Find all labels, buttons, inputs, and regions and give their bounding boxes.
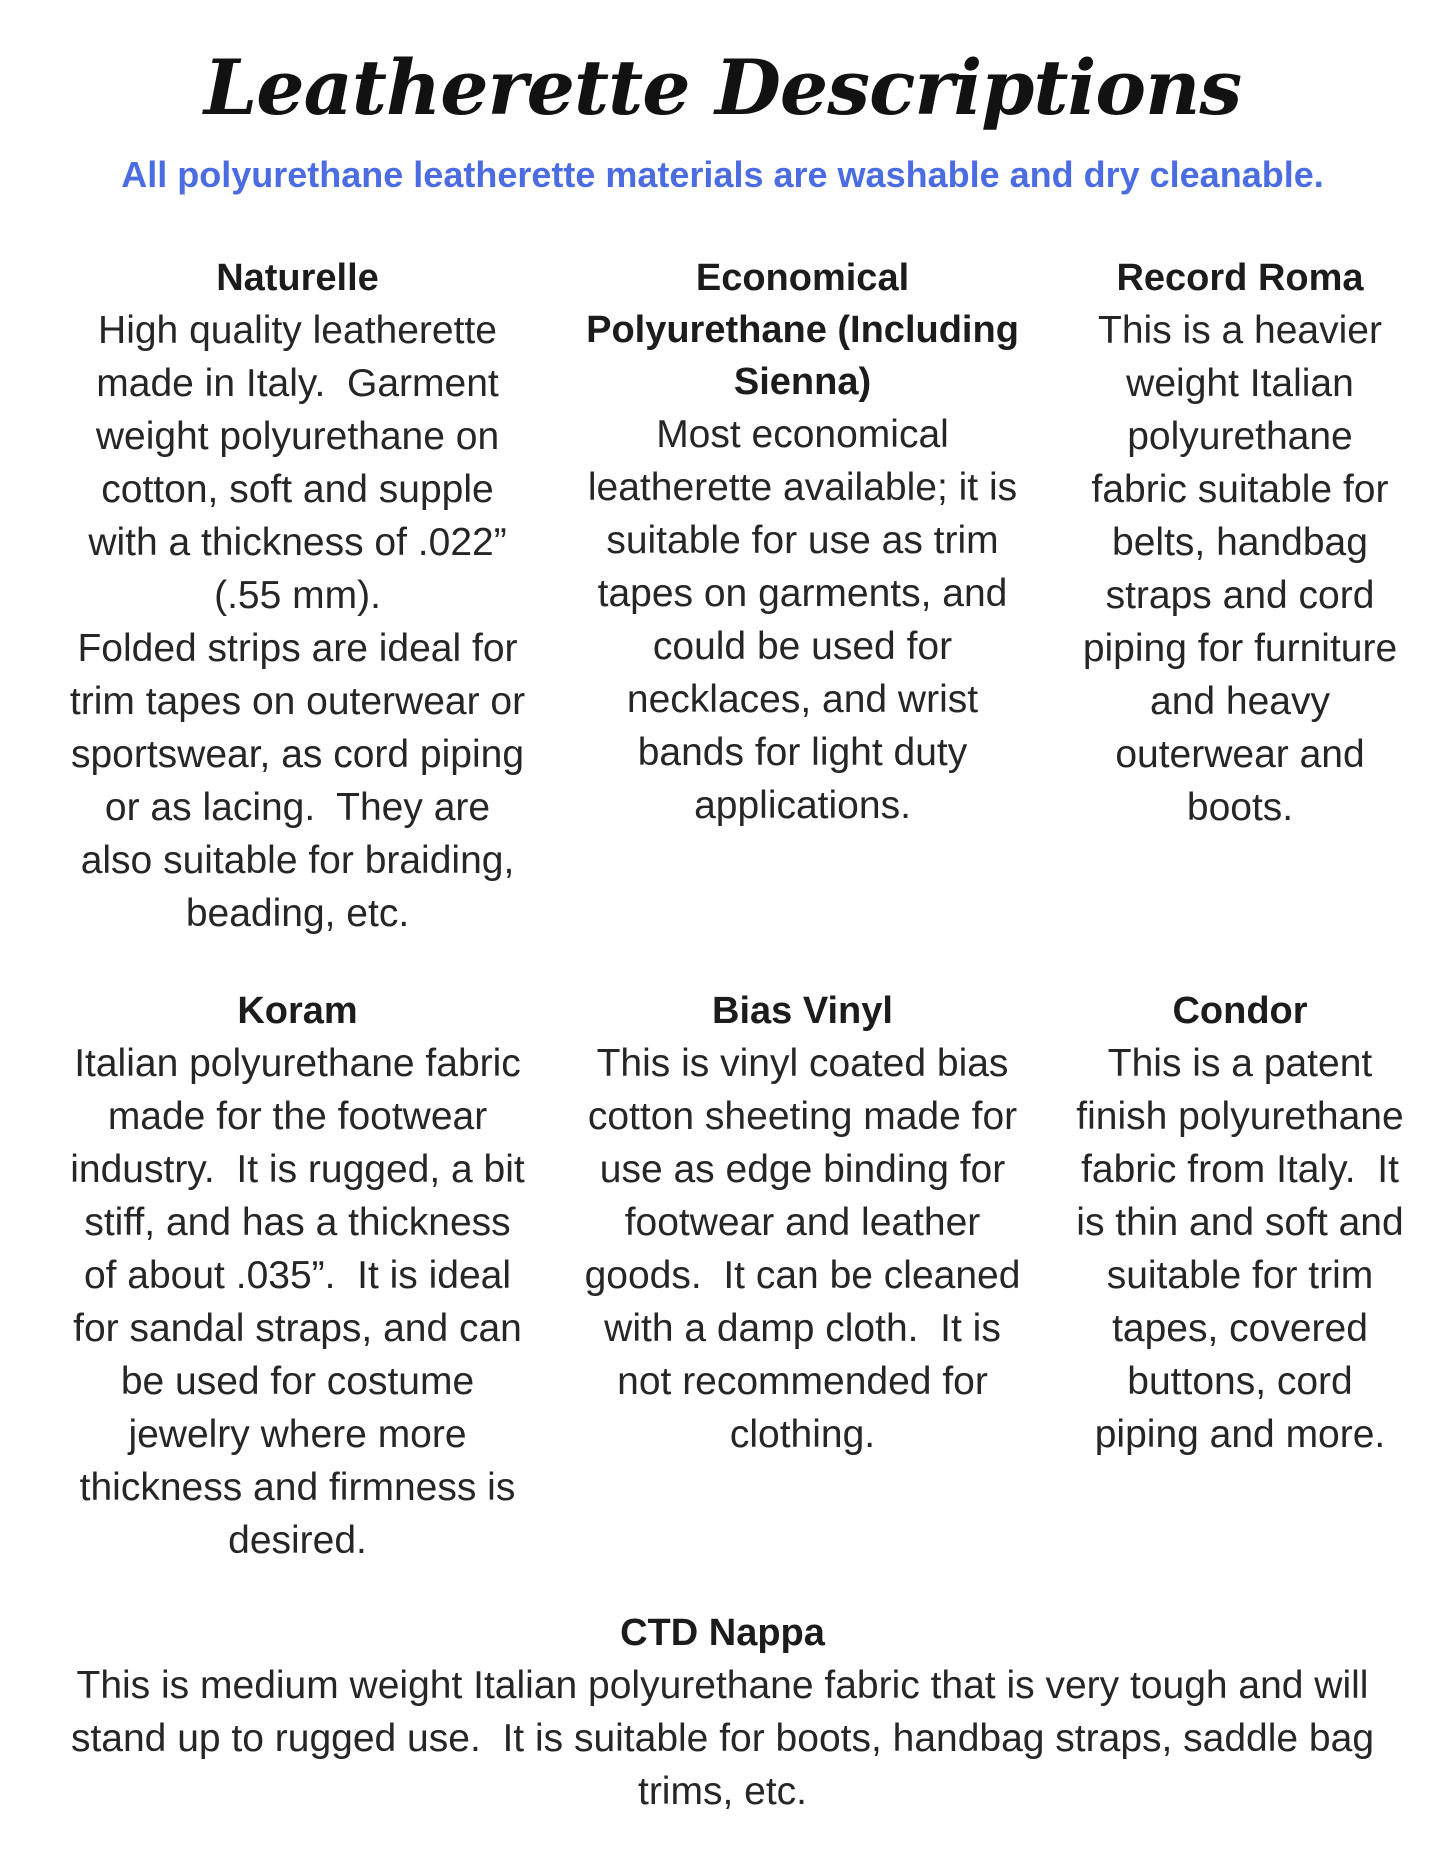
page-subtitle: All polyurethane leatherette materials are washable and dry cleanable. <box>121 154 1324 195</box>
flyer-page <box>0 42 1445 1870</box>
material-card-koram <box>65 985 536 1567</box>
material-card-record-roma <box>1075 252 1409 834</box>
material-description: Most economical leatherette available; it is suitable for use as trim tapes on garments, and could be used for necklaces, and wrist bands for light duty applications. <box>587 413 1028 827</box>
material-name: Bias Vinyl <box>712 990 893 1032</box>
material-description: High quality leatherette made in Italy. Garment weight polyurethane on cotton, soft and supple with a thickness of .022” (.55 mm). Folded strips are ideal for trim tapes on outerwear or sportswear, as cord piping or as lacing. They are also suitable for braiding, beading, etc. <box>69 309 526 935</box>
material-name: Condor <box>1172 990 1308 1032</box>
materials-row-2 <box>65 985 1415 1567</box>
material-description: This is a patent finish polyurethane fabric from Italy. It is thin and soft and suitable for trim tapes, covered buttons, cord piping and more. <box>1076 1042 1415 1456</box>
material-description: This is medium weight Italian polyurethane fabric that is very tough and will stand up to rugged use. It is suitable for boots, handbag straps, saddle bag trims, etc. <box>70 1664 1385 1813</box>
material-name: Economical Polyurethane (Including Sienna) <box>586 257 1019 403</box>
material-card-ctd-nappa <box>0 1607 1445 1818</box>
material-name: Naturelle <box>216 257 379 299</box>
material-card-economical-polyurethane <box>580 252 1028 832</box>
material-card-condor <box>1075 985 1415 1461</box>
material-name: CTD Nappa <box>620 1612 825 1654</box>
material-card-naturelle <box>65 252 530 940</box>
material-name: Record Roma <box>1116 257 1364 299</box>
material-description: Italian polyurethane fabric made for the footwear industry. It is rugged, a bit stiff, and has a thickness of about .035”. It is ideal for sandal straps, and can be used for costume jewelry where more thickness and firmness is desired. <box>70 1042 536 1562</box>
material-description: This is a heavier weight Italian polyurethane fabric suitable for belts, handbag straps and cord piping for furniture and heavy outerwear and boots. <box>1082 309 1409 829</box>
page-title: Leatherette Descriptions <box>203 43 1242 132</box>
material-card-bias-vinyl <box>580 985 1032 1461</box>
materials-row-1 <box>65 252 1409 940</box>
material-name: Koram <box>237 990 358 1032</box>
material-description: This is vinyl coated bias cotton sheeting made for use as edge binding for footwear and leather goods. It can be cleaned with a damp cloth. It is not recommended for clothing. <box>584 1042 1032 1456</box>
